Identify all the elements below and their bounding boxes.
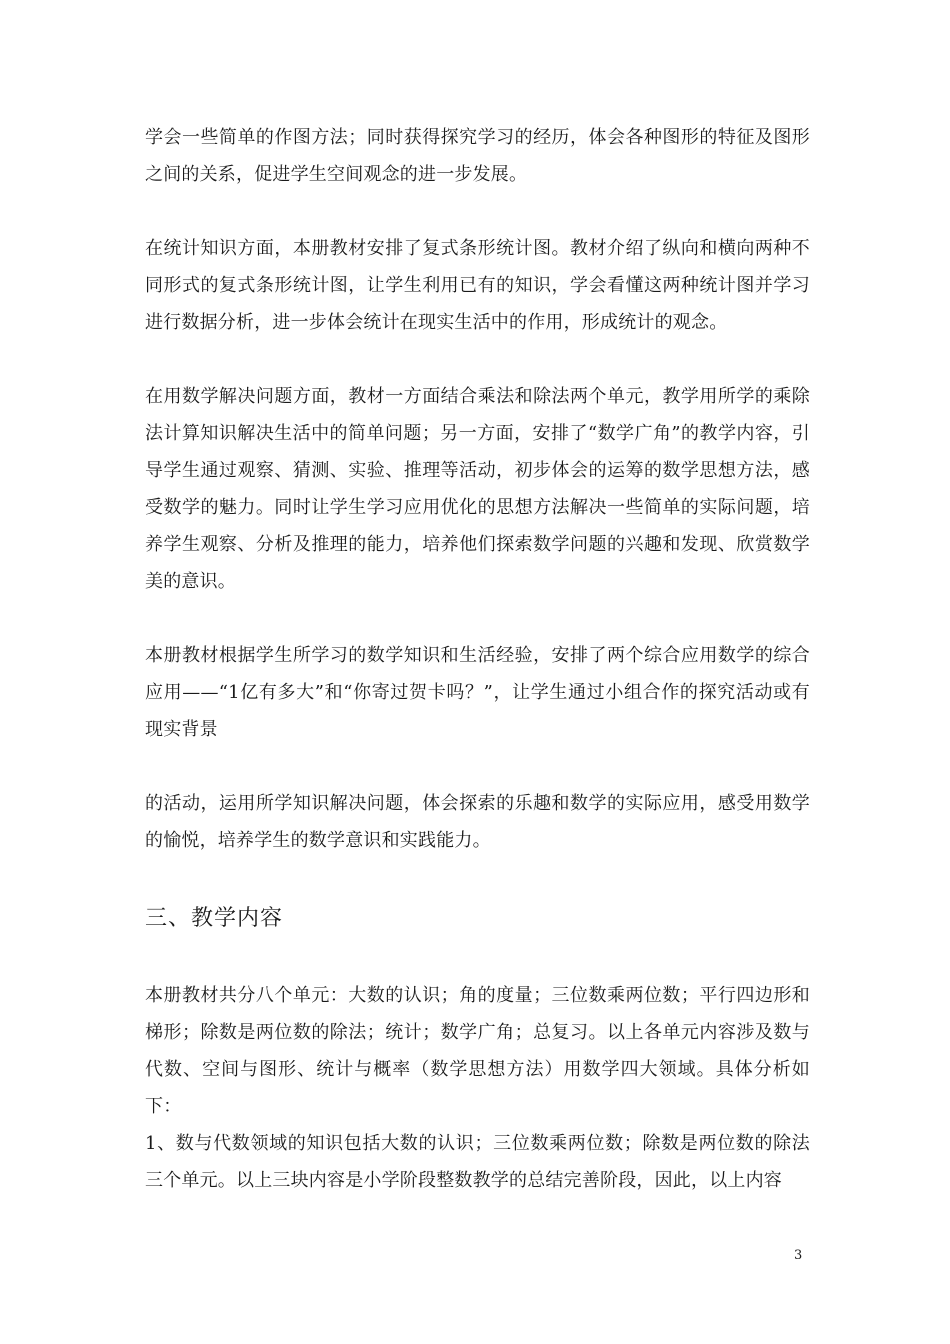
paragraph-comprehensive-application: 本册教材根据学生所学习的数学知识和生活经验，安排了两个综合应用数学的综合应用——“1亿有多大”和“你寄过贺卡吗？”，让学生通过小组合作的探究活动或有现实背景	[145, 645, 810, 740]
paragraph-activity-continuation: 的活动，运用所学知识解决问题，体会探索的乐趣和数学的实际应用，感受用数学的愉悦，培养学生的数学意识和实践能力。	[145, 793, 810, 851]
paragraph-unit-overview: 本册教材共分八个单元：大数的认识；角的度量；三位数乘两位数；平行四边形和梯形；除数是两位数的除法；统计；数学广角；总复习。以上各单元内容涉及数与代数、空间与图形、统计与概率（数学思想方法）用数学四大领域。具体分析如下：	[145, 985, 810, 1117]
paragraph-statistics: 在统计知识方面，本册教材安排了复式条形统计图。教材介绍了纵向和横向两种不同形式的复式条形统计图，让学生利用已有的知识，学会看懂这两种统计图并学习进行数据分析，进一步体会统计在现实生活中的作用，形成统计的观念。	[145, 238, 810, 333]
page-number: 3	[794, 1248, 803, 1263]
section-heading-teaching-content: 三、教学内容	[145, 906, 284, 931]
paragraph-geometry-methods: 学会一些简单的作图方法；同时获得探究学习的经历，体会各种图形的特征及图形之间的关系，促进学生空间观念的进一步发展。	[145, 127, 810, 185]
paragraph-problem-solving: 在用数学解决问题方面，教材一方面结合乘法和除法两个单元，教学用所学的乘除法计算知识解决生活中的简单问题；另一方面，安排了“数学广角”的教学内容，引导学生通过观察、猜测、实验、推理等活动，初步体会的运筹的数学思想方法，感受数学的魅力。同时让学生学习应用优化的思想方法解决一些简单的实际问题，培养学生观察、分析及推理的能力，培养他们探索数学问题的兴趣和发现、欣赏数学美的意识。	[145, 386, 810, 592]
paragraph-number-algebra: 1、数与代数领域的知识包括大数的认识；三位数乘两位数；除数是两位数的除法三个单元。以上三块内容是小学阶段整数教学的总结完善阶段，因此，以上内容	[145, 1133, 810, 1191]
